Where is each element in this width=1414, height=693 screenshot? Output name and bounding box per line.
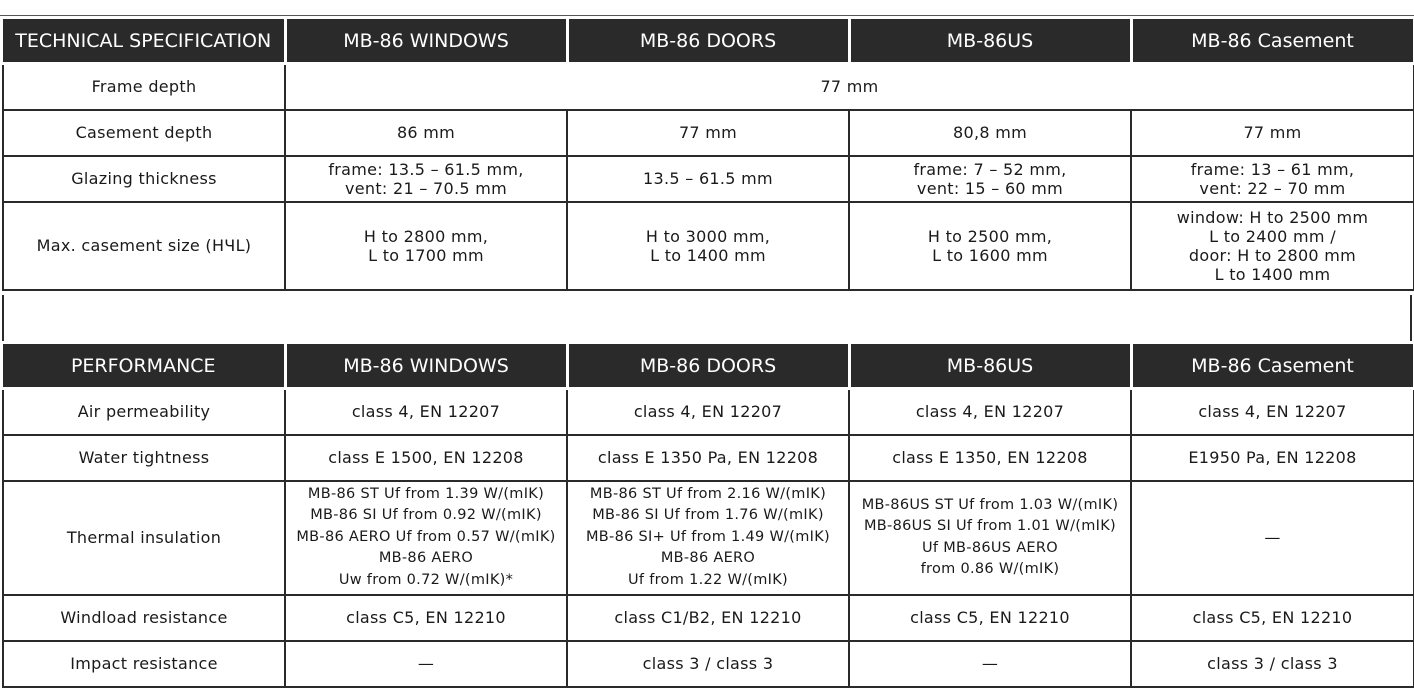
header-cell-title: TECHNICAL SPECIFICATION (3, 19, 285, 64)
table-cell: class 4, EN 12207 (285, 389, 567, 435)
table-cell: class E 1350, EN 12208 (849, 435, 1131, 481)
row-label: Windload resistance (3, 595, 285, 641)
table-cell: frame: 13 – 61 mm, vent: 22 – 70 mm (1131, 156, 1414, 202)
table-row (3, 435, 1414, 481)
header-cell-casement: MB-86 Casement (1131, 344, 1414, 389)
table-cell: class 4, EN 12207 (849, 389, 1131, 435)
table-header-row (3, 19, 1414, 64)
table-cell: class C5, EN 12210 (285, 595, 567, 641)
header-cell-casement: MB-86 Casement (1131, 19, 1414, 64)
table-cell: MB-86US ST Uf from 1.03 W/(mIK) MB-86US SI Uf from 1.01 W/(mIK) Uf MB-86US AERO from 0.86 W/(mIK) (849, 481, 1131, 595)
table-cell: frame: 7 – 52 mm, vent: 15 – 60 mm (849, 156, 1131, 202)
row-label: Casement depth (3, 110, 285, 156)
top-rule (0, 15, 1414, 16)
table-row (3, 202, 1414, 290)
table-cell: H to 2500 mm, L to 1600 mm (849, 202, 1131, 290)
header-cell-windows: MB-86 WINDOWS (285, 19, 567, 64)
table-cell: — (285, 641, 567, 687)
section-spacer (2, 295, 1412, 341)
row-label: Glazing thickness (3, 156, 285, 202)
table-cell: E1950 Pa, EN 12208 (1131, 435, 1414, 481)
table-row (3, 64, 1414, 110)
table-cell: 86 mm (285, 110, 567, 156)
table-cell: 13.5 – 61.5 mm (567, 156, 849, 202)
table-cell: — (1131, 481, 1414, 595)
table-cell: H to 2800 mm, L to 1700 mm (285, 202, 567, 290)
header-cell-doors: MB-86 DOORS (567, 344, 849, 389)
header-cell-us: MB-86US (849, 344, 1131, 389)
technical-specification-table (2, 19, 1414, 291)
table-cell: class 3 / class 3 (567, 641, 849, 687)
table-cell: class 4, EN 12207 (1131, 389, 1414, 435)
row-label: Max. casement size (HЧL) (3, 202, 285, 290)
table-cell: H to 3000 mm, L to 1400 mm (567, 202, 849, 290)
row-label: Air permeability (3, 389, 285, 435)
row-label: Water tightness (3, 435, 285, 481)
table-row (3, 389, 1414, 435)
table-header-row (3, 344, 1414, 389)
table-cell: 77 mm (567, 110, 849, 156)
table-row (3, 641, 1414, 687)
header-cell-title: PERFORMANCE (3, 344, 285, 389)
table-cell: — (849, 641, 1131, 687)
row-label: Impact resistance (3, 641, 285, 687)
performance-table (2, 344, 1414, 688)
table-cell: class E 1500, EN 12208 (285, 435, 567, 481)
table-cell: class C5, EN 12210 (849, 595, 1131, 641)
table-cell: 77 mm (1131, 110, 1414, 156)
row-label: Frame depth (3, 64, 285, 110)
table-cell: class 4, EN 12207 (567, 389, 849, 435)
header-cell-us: MB-86US (849, 19, 1131, 64)
table-row (3, 481, 1414, 595)
table-cell: MB-86 ST Uf from 2.16 W/(mIK) MB-86 SI Uf from 1.76 W/(mIK) MB-86 SI+ Uf from 1.49 W/(mIK) MB-86 AERO Uf from 1.22 W/(mIK) (567, 481, 849, 595)
row-label: Thermal insulation (3, 481, 285, 595)
table-cell: class E 1350 Pa, EN 12208 (567, 435, 849, 481)
table-row (3, 595, 1414, 641)
table-cell: MB-86 ST Uf from 1.39 W/(mIK) MB-86 SI Uf from 0.92 W/(mIK) MB-86 AERO Uf from 0.57 W/(mIK) MB-86 AERO Uw from 0.72 W/(mIK)* (285, 481, 567, 595)
table-cell-merged: 77 mm (285, 64, 1414, 110)
header-cell-doors: MB-86 DOORS (567, 19, 849, 64)
table-cell: class C5, EN 12210 (1131, 595, 1414, 641)
table-cell: frame: 13.5 – 61.5 mm, vent: 21 – 70.5 mm (285, 156, 567, 202)
table-cell: class C1/B2, EN 12210 (567, 595, 849, 641)
table-cell: window: H to 2500 mm L to 2400 mm / door: H to 2800 mm L to 1400 mm (1131, 202, 1414, 290)
table-row (3, 110, 1414, 156)
table-row (3, 156, 1414, 202)
table-cell: class 3 / class 3 (1131, 641, 1414, 687)
header-cell-windows: MB-86 WINDOWS (285, 344, 567, 389)
table-cell: 80,8 mm (849, 110, 1131, 156)
